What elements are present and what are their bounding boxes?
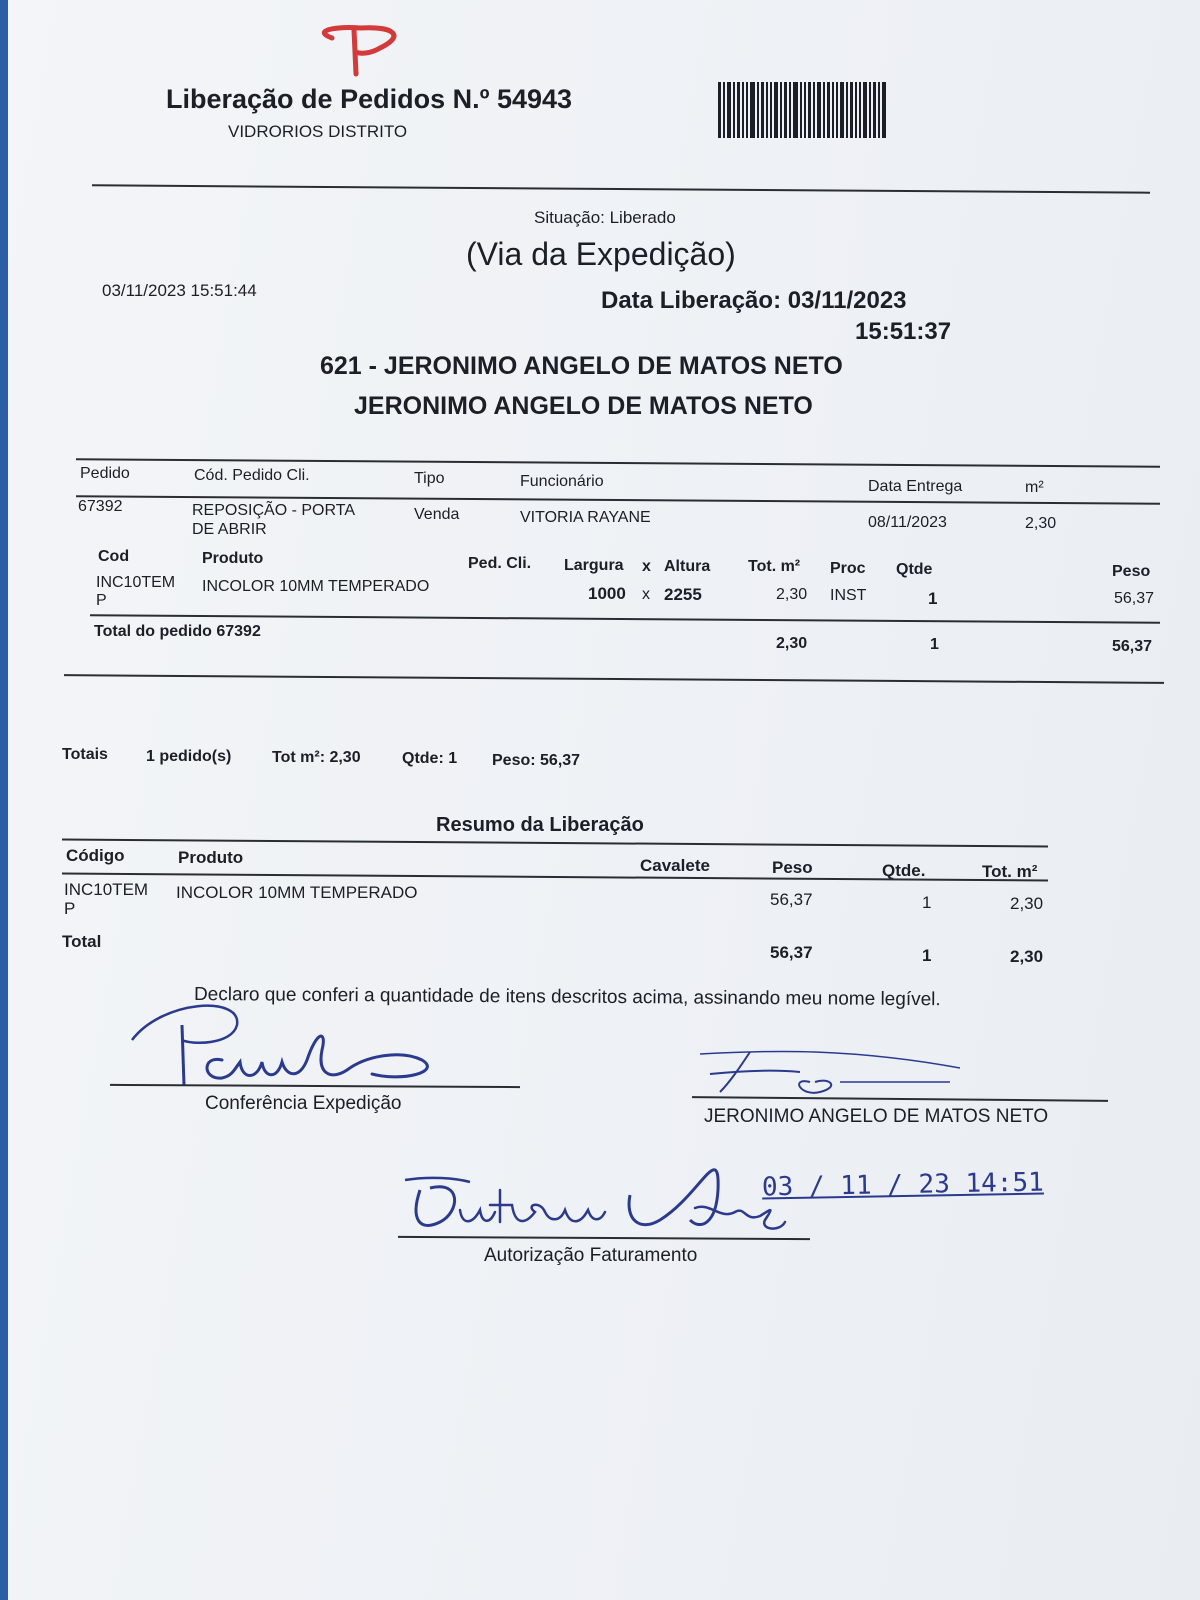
barcode [718,82,888,138]
col-header-data-entrega: Data Entrega [868,478,963,495]
item-peso: 56,37 [1114,590,1155,607]
order-m2: 2,30 [1025,515,1057,532]
summary-title: Resumo da Liberação [436,814,644,836]
item-width: 1000 [588,584,626,603]
header-divider [92,184,1150,193]
red-check-mark [300,8,410,78]
client-name-line2: JERONIMO ANGELO DE MATOS NETO [354,392,813,420]
item-x: x [642,586,650,603]
declaration-text: Declaro que conferi a quantidade de itens descritos acima, assinando meu nome legível. [193,984,941,1011]
item-header-tot-m2: Tot. m² [748,558,801,575]
copy-label: (Via da Expedição) [466,236,736,272]
company-name: VIDRORIOS DISTRITO [228,122,408,141]
client-order-code-line1: REPOSIÇÃO - PORTA [192,502,355,519]
summary-total-qtde: 1 [922,946,932,965]
item-header-proc: Proc [830,560,866,577]
conference-label: Conferência Expedição [205,1093,402,1114]
print-datetime: 03/11/2023 15:51:44 [102,281,257,300]
order-total-qtde: 1 [930,636,939,653]
client-signature [690,1042,970,1102]
item-product: INCOLOR 10MM TEMPERADO [202,578,430,595]
totals-m2: Tot m²: 2,30 [272,749,361,766]
totals-peso: Peso: 56,37 [492,752,581,769]
conference-signature [122,1000,452,1090]
item-tot-m2: 2,30 [776,586,808,603]
item-header-cod: Cod [98,548,130,565]
summary-total-peso: 56,37 [770,943,813,962]
item-qtde: 1 [928,589,938,608]
summary-header-codigo: Código [66,846,125,865]
client-order-code-line2: DE ABRIR [192,521,267,538]
release-time: 15:51:37 [855,318,952,345]
summary-total-label: Total [62,932,102,951]
table-bottom-rule [64,674,1164,684]
summary-header-cavalete: Cavalete [640,856,710,875]
col-header-m2: m² [1025,479,1044,496]
client-signature-label: JERONIMO ANGELO DE MATOS NETO [704,1106,1049,1127]
document-title: Liberação de Pedidos N.º 54943 [166,84,573,114]
summary-header-qtde: Qtde. [882,861,926,880]
item-header-produto: Produto [202,550,264,567]
summary-header-produto: Produto [178,848,244,867]
release-date: Data Liberação: 03/11/2023 [601,287,907,314]
item-code-line2: P [96,592,107,609]
summary-product: INCOLOR 10MM TEMPERADO [176,883,418,902]
totals-pedidos: 1 pedido(s) [146,748,232,765]
summary-header-peso: Peso [772,858,813,877]
order-total-peso: 56,37 [1112,638,1153,655]
item-height: 2255 [664,585,702,604]
order-total-label: Total do pedido 67392 [94,623,261,640]
summary-qtde: 1 [922,893,932,912]
col-header-pedido: Pedido [80,465,130,482]
delivery-date: 08/11/2023 [868,514,947,531]
item-header-peso: Peso [1112,563,1151,580]
item-header-largura: Largura [564,557,624,574]
summary-code-line2: P [64,899,76,918]
status-label: Situação: Liberado [534,208,676,227]
employee-name: VITORIA RAYANE [520,509,651,526]
summary-total-tot-m2: 2,30 [1010,947,1044,966]
billing-label: Autorização Faturamento [484,1245,698,1266]
col-header-cod-pedido-cli: Cód. Pedido Cli. [194,467,310,484]
summary-code-line1: INC10TEM [64,880,149,899]
col-header-tipo: Tipo [414,470,445,487]
summary-header-tot-m2: Tot. m² [982,862,1038,881]
item-header-x: x [642,558,651,575]
col-header-funcionario: Funcionário [520,473,604,490]
summary-tot-m2: 2,30 [1010,894,1044,913]
item-header-qtde: Qtde [896,561,933,578]
order-total-m2: 2,30 [776,635,808,652]
billing-signature [400,1150,800,1240]
summary-top-rule [62,839,1048,848]
item-code-line1: INC10TEM [96,574,176,591]
item-proc: INST [830,587,867,604]
handwritten-datetime: 03 / 11 / 23 14:51 [761,1167,1045,1203]
item-header-altura: Altura [664,558,711,575]
order-number: 67392 [78,498,123,515]
client-name-line1: 621 - JERONIMO ANGELO DE MATOS NETO [320,352,843,380]
totals-label: Totais [62,746,108,763]
item-header-ped-cli: Ped. Cli. [468,555,532,572]
summary-peso: 56,37 [770,890,813,909]
order-type: Venda [414,506,460,523]
totals-qtde: Qtde: 1 [402,750,458,767]
